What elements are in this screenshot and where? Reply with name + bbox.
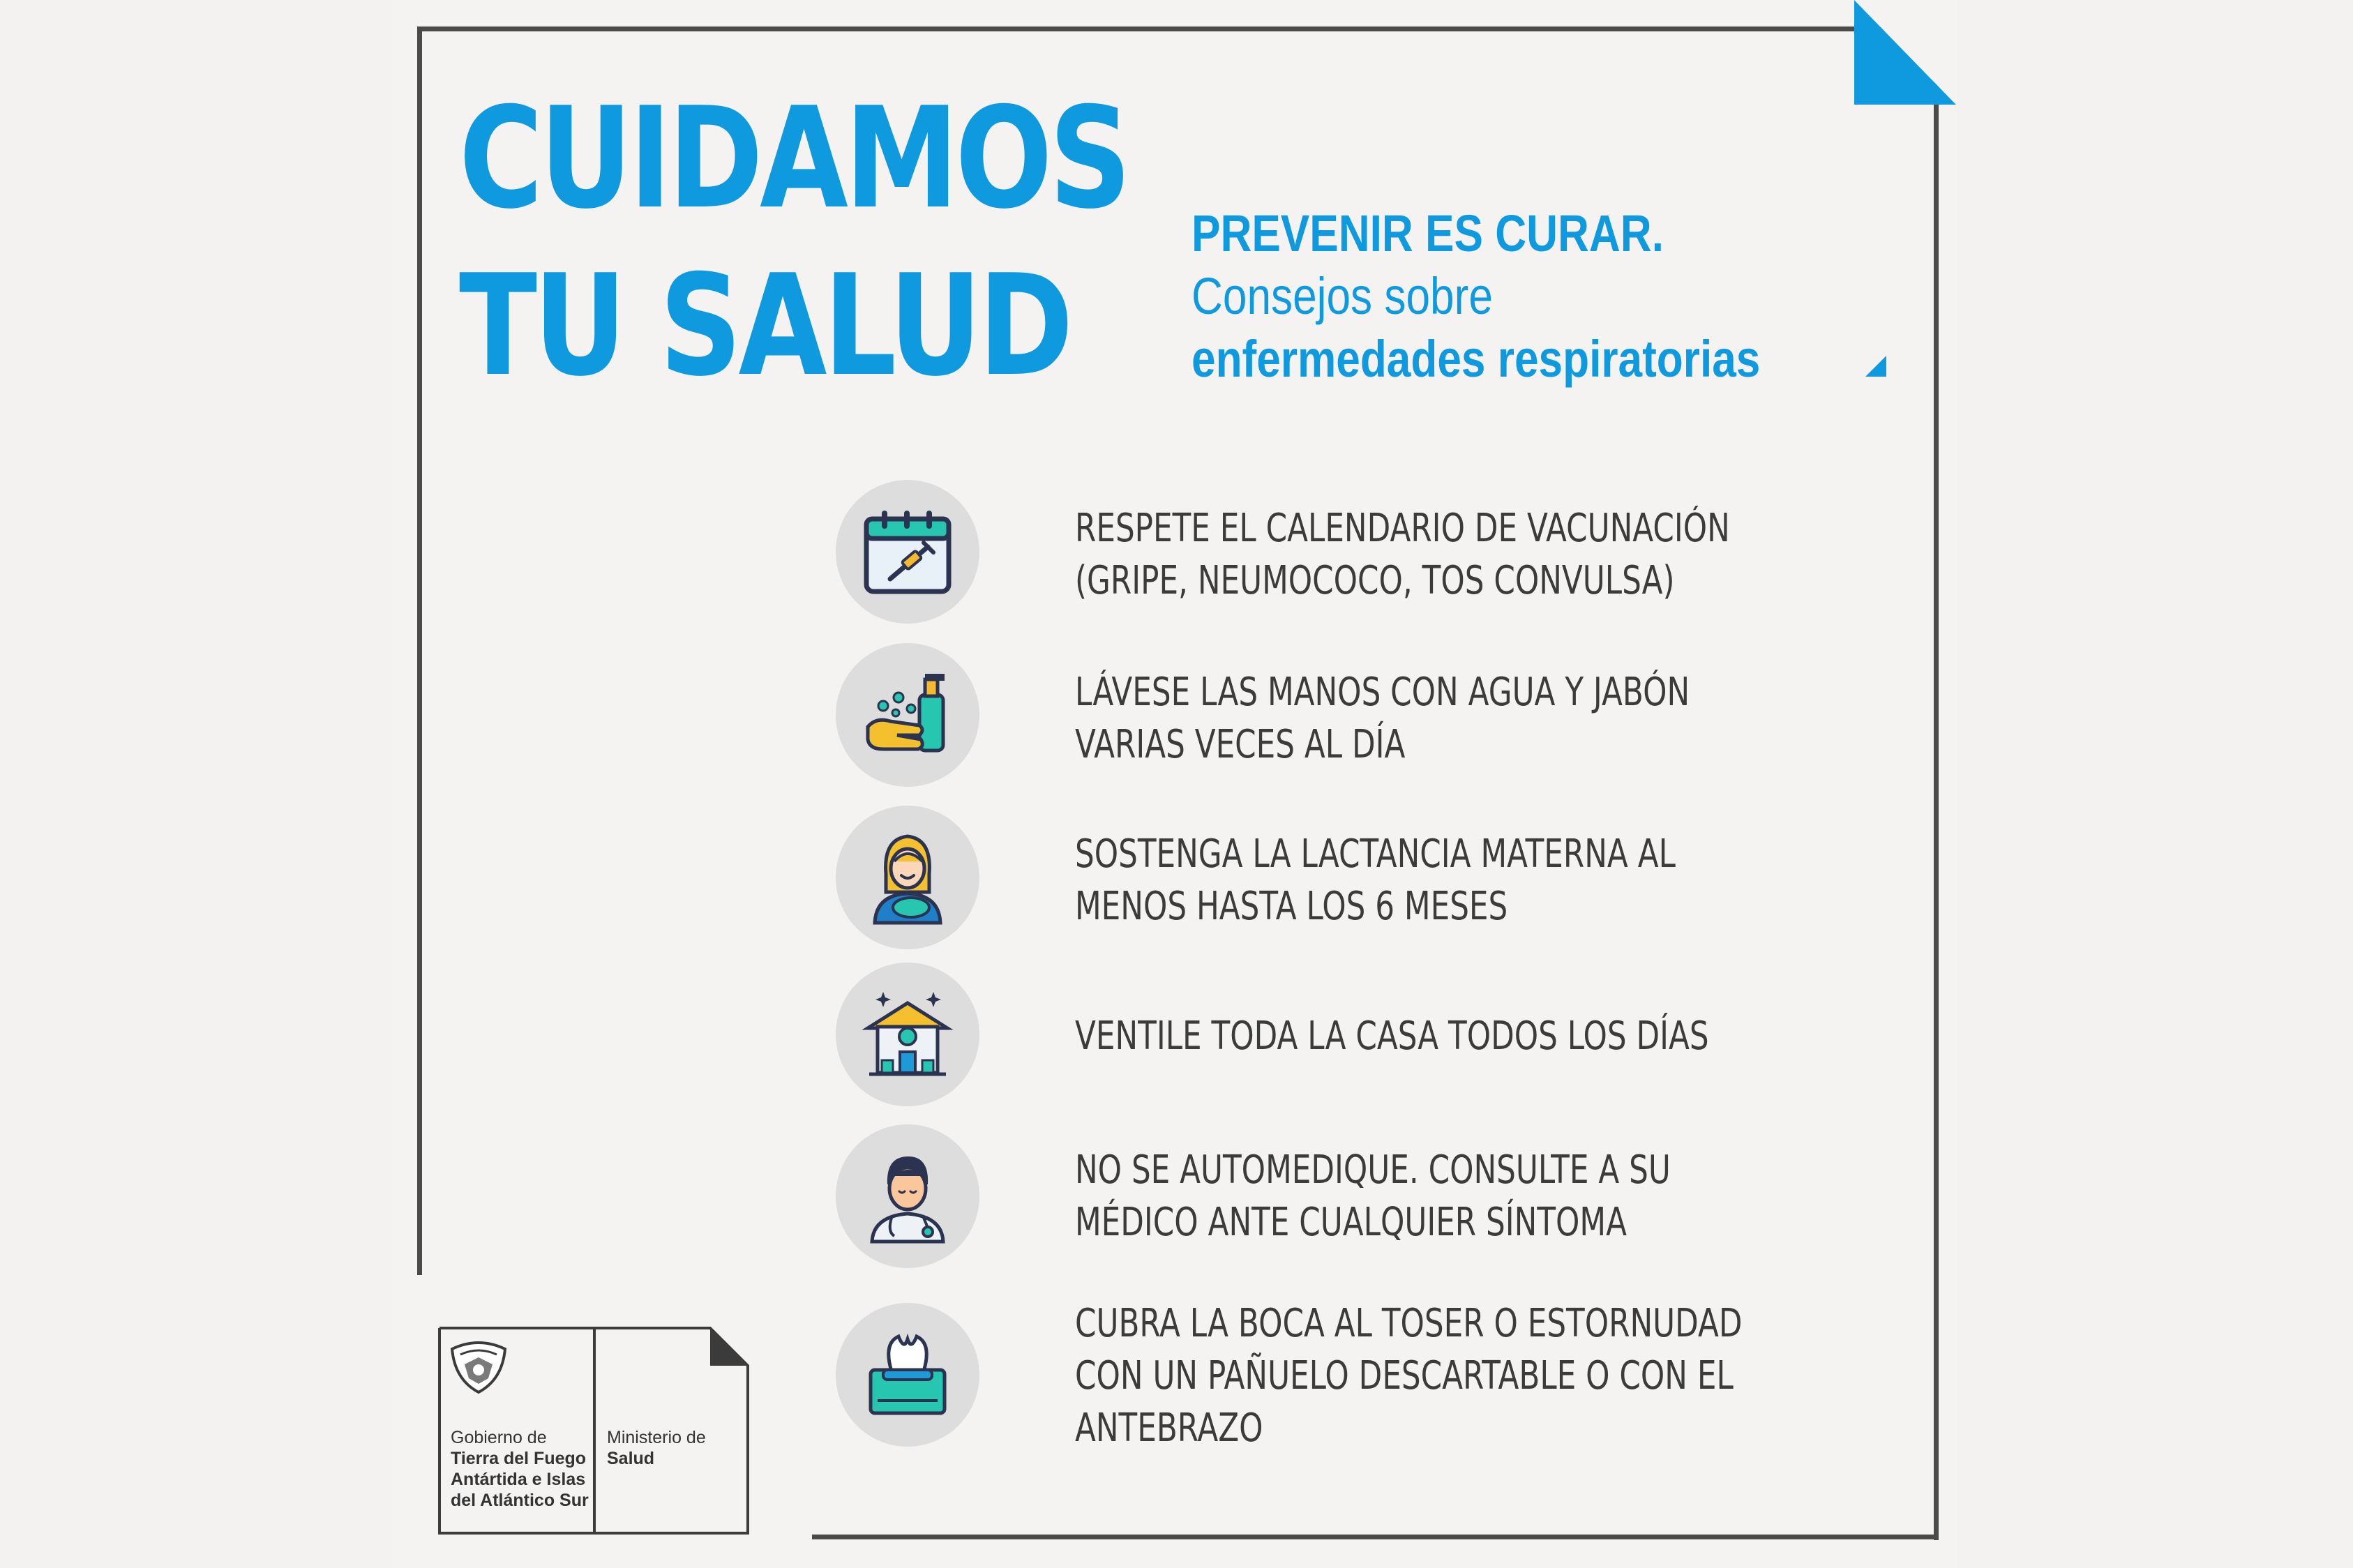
tip-line: SOSTENGA LA LACTANCIA MATERNA AL bbox=[1075, 831, 1676, 877]
tip-line: CUBRA LA BOCA AL TOSER O ESTORNUDAD bbox=[1075, 1301, 1743, 1346]
provincial-seal-icon bbox=[448, 1339, 509, 1395]
tip-line: NO SE AUTOMEDIQUE. CONSULTE A SU bbox=[1075, 1147, 1671, 1193]
subtitle bbox=[1191, 202, 1760, 391]
frame-right-line bbox=[1934, 78, 1939, 1540]
health-poster bbox=[395, 0, 1957, 1568]
subtitle-line-1: PREVENIR ES CURAR. bbox=[1191, 204, 1664, 262]
tip-text-cover-mouth bbox=[1075, 1297, 1742, 1454]
subtitle-line-3: enfermedades respiratorias bbox=[1191, 330, 1761, 388]
left-margin bbox=[0, 0, 395, 1568]
corner-triangle-icon bbox=[1865, 356, 1886, 377]
tip-line: RESPETE EL CALENDARIO DE VACUNACIÓN bbox=[1075, 506, 1730, 551]
handwashing-icon bbox=[836, 643, 979, 787]
ministry-name bbox=[607, 1427, 706, 1469]
calendar-vaccine-icon bbox=[836, 480, 979, 624]
frame-left-line bbox=[417, 27, 422, 1275]
tip-text-doctor bbox=[1075, 1144, 1671, 1249]
tip-line: VARIAS VECES AL DÍA bbox=[1075, 722, 1406, 767]
corner-fold-icon bbox=[1854, 0, 1956, 105]
gov-line-2: Tierra del Fuego bbox=[451, 1449, 587, 1468]
gov-line-4: del Atlántico Sur bbox=[451, 1491, 589, 1510]
tip-line: VENTILE TODA LA CASA TODOS LOS DÍAS bbox=[1075, 1013, 1709, 1059]
government-name bbox=[451, 1427, 589, 1511]
tissue-box-icon bbox=[836, 1303, 979, 1447]
doctor-icon bbox=[836, 1124, 979, 1268]
frame-bottom-line bbox=[812, 1535, 1939, 1539]
tip-line: ANTEBRAZO bbox=[1075, 1405, 1263, 1451]
page-title bbox=[459, 75, 1128, 410]
tip-text-breastfeeding bbox=[1075, 828, 1676, 933]
right-margin bbox=[1958, 0, 2353, 1568]
ministry-line-2: Salud bbox=[607, 1449, 655, 1468]
tip-text-handwashing bbox=[1075, 666, 1690, 771]
government-logo bbox=[438, 1327, 749, 1535]
frame-top-line bbox=[417, 27, 1917, 31]
clean-house-icon bbox=[836, 963, 979, 1106]
gov-line-1: Gobierno de bbox=[451, 1428, 547, 1447]
title-line-1: CUIDAMOS bbox=[459, 77, 1128, 240]
tip-line: MÉDICO ANTE CUALQUIER SÍNTOMA bbox=[1075, 1200, 1627, 1245]
tip-line: (GRIPE, NEUMOCOCO, TOS CONVULSA) bbox=[1075, 558, 1675, 603]
title-line-2: TU SALUD bbox=[459, 245, 1070, 407]
tip-line: CON UN PAÑUELO DESCARTABLE O CON EL bbox=[1075, 1353, 1734, 1399]
gov-line-3: Antártida e Islas bbox=[451, 1470, 586, 1489]
breastfeeding-mother-icon bbox=[836, 806, 979, 949]
tip-text-vaccination bbox=[1075, 502, 1730, 607]
tip-text-ventilate bbox=[1075, 1010, 1709, 1062]
subtitle-line-2: Consejos sobre bbox=[1191, 267, 1493, 325]
ministry-line-1: Ministerio de bbox=[607, 1428, 706, 1447]
tip-line: MENOS HASTA LOS 6 MESES bbox=[1075, 884, 1508, 929]
tip-line: LÁVESE LAS MANOS CON AGUA Y JABÓN bbox=[1075, 670, 1690, 715]
